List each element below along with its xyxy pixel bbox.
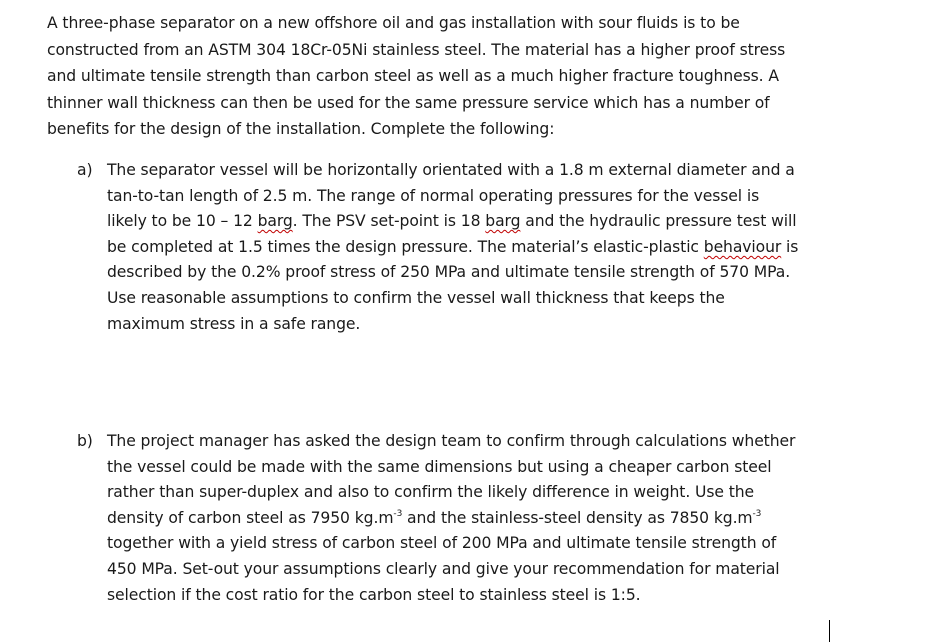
question-a-line: maximum stress in a safe range. [107, 314, 361, 333]
question-b [77, 429, 837, 608]
question-a-label: a) [77, 161, 93, 179]
text-run: . The PSV set-point is 18 [292, 212, 486, 231]
question-b-line: together with a yield stress of carbon steel of 200 MPa and ultimate tensile strength of [107, 534, 777, 553]
question-a-line [107, 235, 837, 261]
spelling-flagged-word[interactable]: barg [257, 212, 293, 231]
question-b-line: the vessel could be made with the same dimensions but using a cheaper carbon steel [107, 457, 772, 476]
question-b-line [107, 506, 837, 532]
question-a-line: Use reasonable assumptions to confirm the vessel wall thickness that keeps the [107, 288, 725, 307]
question-a-line: The separator vessel will be horizontally orientated with a 1.8 m external diameter and a [107, 161, 795, 179]
question-a-line [107, 209, 837, 235]
intro-line: A three-phase separator on a new offshore oil and gas installation with sour fluids is to be [47, 14, 740, 32]
question-b-label: b) [77, 432, 93, 450]
text-run: and the hydraulic pressure test will [520, 212, 797, 231]
text-run: be completed at 1.5 times the design pressure. The material’s elastic-plastic [107, 237, 704, 256]
spelling-flagged-word[interactable]: behaviour [703, 237, 782, 256]
text-cursor[interactable] [829, 620, 830, 642]
question-b-body [107, 429, 837, 608]
text-run: is [781, 237, 799, 256]
intro-line: constructed from an ASTM 304 18Cr-05Ni stainless steel. The material has a higher proof stress [47, 40, 786, 59]
intro-paragraph [47, 10, 847, 143]
text-run: likely to be 10 – 12 [107, 212, 258, 231]
question-b-line: rather than super-duplex and also to confirm the likely difference in weight. Use the [107, 483, 755, 502]
superscript: -3 [752, 508, 762, 519]
question-a [77, 158, 837, 337]
intro-line: benefits for the design of the installation. Complete the following: [47, 120, 555, 139]
question-b-line: 450 MPa. Set-out your assumptions clearly and give your recommendation for material [107, 559, 780, 578]
intro-line: and ultimate tensile strength than carbon steel as well as a much higher fracture toughness. A [47, 67, 779, 86]
text-run: density of carbon steel as 7950 kg.m [107, 508, 394, 527]
superscript: -3 [393, 508, 403, 519]
text-run: and the stainless-steel density as 7850 kg.m [402, 508, 753, 527]
question-a-line: described by the 0.2% proof stress of 250 MPa and ultimate tensile strength of 570 MPa. [107, 263, 791, 282]
question-b-line: The project manager has asked the design team to confirm through calculations whether [107, 432, 796, 450]
intro-line: thinner wall thickness can then be used for the same pressure service which has a number of [47, 93, 770, 112]
question-a-body [107, 158, 837, 337]
spelling-flagged-word[interactable]: barg [485, 212, 521, 231]
question-b-line: selection if the cost ratio for the carbon steel to stainless steel is 1:5. [107, 585, 641, 604]
question-a-line: tan-to-tan length of 2.5 m. The range of normal operating pressures for the vessel is [107, 186, 760, 205]
